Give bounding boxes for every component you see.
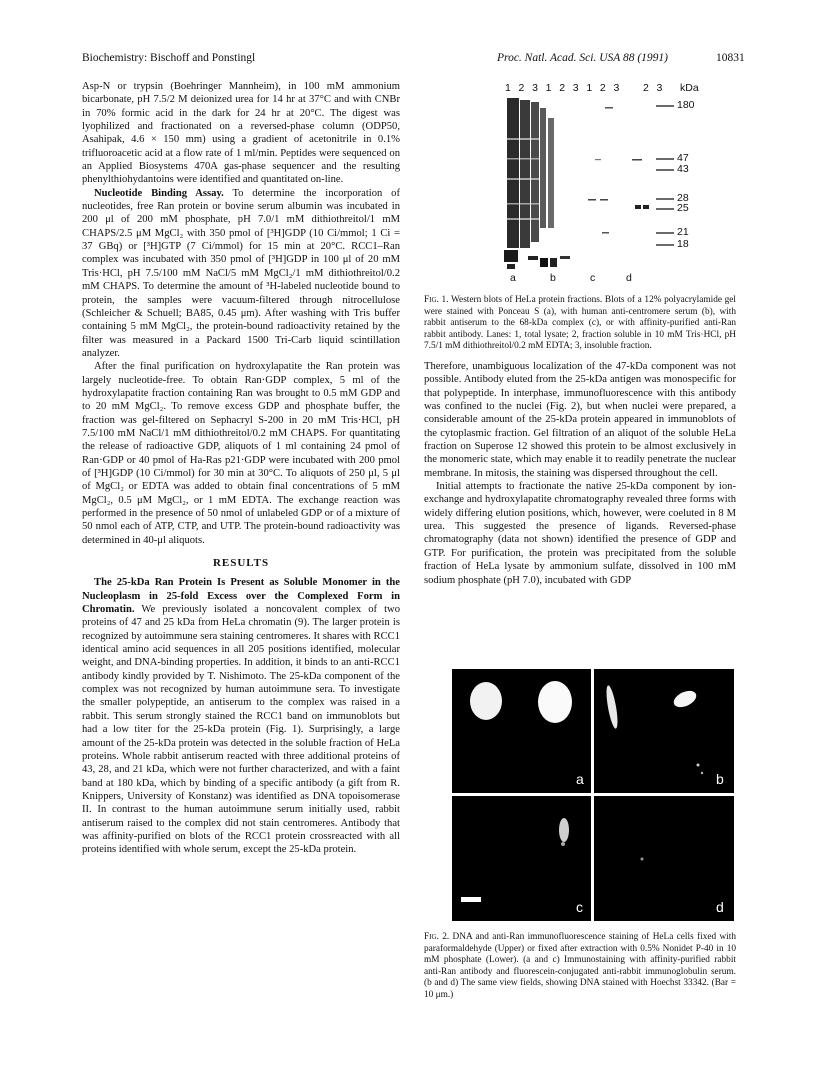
left-column — [82, 80, 400, 857]
results-text: We previously isolated a noncovalent complex of two proteins of 47 and 25 kDa from HeLa chromatin (9). The larger protein is recognized by autoimmune sera staining centromeres. It shares with RCC1 identical amino acid sequences in all 205 positions identified, molecular weight, and DNA-binding properties. In addition, it binds to an anti-RCC1 antibody kindly provided by T. Nishimoto. The 25-kDa component of the complex was not recognized by human autoimmune sera. To investigate the smaller polypeptide, an antiserum to the complex was raised in a rabbit. This serum strongly stained the RCC1 band on immunoblots but had a low titer for the 25-kDa protein (Fig. 1). Surprisingly, a large amount of the 25-kDa protein was detected in the soluble fraction of HeLa proteins. Whole rabbit antiserum reacted with three additional proteins of 43, 28, and 21 kDa, which were not further characterized, and with a faint band at 180 kDa, which by binding of a specific antibody (a gift from R. Knippers, University of Konstanz) was identified as DNA topoisomerase II. In contrast to the human autoimmune serum initially used, rabbit antiserum raised to the complex did not stain centromeres. Antibody that was affinity-purified on blots of the RCC1 protein crossreacted with all proteins identified with whole serum, except the 25-kDa protein. — [82, 604, 400, 856]
nucleotide-assay-paragraph — [82, 187, 400, 360]
results-subheading: The 25-kDa Ran Protein Is Present as Soluble Monomer in the Nucleoplasm in 25-fold Excess over the Complexed Form in Chromatin. — [82, 577, 400, 616]
panel-label-a: a — [510, 272, 516, 284]
marker-label-25: 25 — [677, 202, 689, 214]
fig2-panel-label-d: d — [716, 899, 724, 915]
figure-1-caption — [424, 295, 736, 353]
fig2-panel-label-b: b — [716, 771, 724, 787]
lane-header: 1 2 3 1 2 3 1 2 3 2 3 — [505, 82, 665, 94]
panel-label-c: c — [590, 272, 596, 284]
panel-label-b: b — [550, 272, 556, 284]
right-column — [424, 360, 736, 587]
results-heading: RESULTS — [212, 557, 270, 570]
marker-label-180: 180 — [677, 99, 695, 111]
fig2-panel-label-a: a — [576, 771, 584, 787]
methods-paragraph: Asp-N or trypsin (Boehringer Mannheim), in 100 mM ammonium bicarbonate, pH 7.5/2 M deionized urea for 14 hr at 37°C and with CNBr in 70% formic acid in the dark for 24 hr at 20°C. The digest was lyophilized and fractionated on a reversed-phase column (ODP50, Asahipak, 4.6 × 150 mm) using a gradient of acetonitrile in 0.1% trifluoroacetic acid at a flow rate of 1 ml/min. Peptides were sequenced on an Applied Biosystems 470A gas-phase sequencer and the resulting phenylthiohydantoins were identified and quantitated on-line. — [82, 81, 400, 186]
marker-label-47: 47 — [677, 152, 689, 164]
panel-label-d: d — [626, 272, 632, 284]
nucleotide-assay-text: To determine the incorporation of nucleotides, free Ran protein or bovine serum albumin was incubated in 200 μl of 200 mM phosphate, pH 7.0/1 mM dithiothreitol/1 mM CHAPS/2.5 μM MgCl₂ with 350 pmol of [³H]GDP (10 Ci/mmol; 1 Ci = 37 GBq) or [³H]GTP (7 Ci/mmol) for 15 min at 20°C. RCC1–Ran complex was incubated with 350 pmol of [³H]GDP in 100 μl of 20 mM Tris·HCl, pH 7.5/100 mM NaCl/5 mM MgCl₂/1 mM dithiothreitol/0.2 mM CHAPS. To determine the amount of ³H-labeled nucleotide bound to protein, the samples were vacuum-filtered through nitrocellulose (Schleicher & Schuell; BA85, 0.45 μm). After washing with Tris buffer containing 5 mM MgCl₂, the protein-bound radioactivity retained by the filter was measured in a Packard 1500 Tri-Carb liquid scintillation analyzer. — [82, 187, 400, 359]
results-paragraph — [82, 576, 400, 856]
immunofluorescence-image — [452, 669, 734, 921]
figure-2 — [452, 669, 734, 921]
marker-label-43: 43 — [677, 163, 689, 175]
figure-2-caption-text: DNA and anti-Ran immunofluorescence staining of HeLa cells fixed with paraformaldehyde (Upper) or fixed after extraction with 0.5% Nonidet P-40 in 10 mM phosphate (Lower). (a and c) Immunostaining with affinity-purified rabbit anti-Ran antibody and fluorescein-conjugated anti-rabbit immunoglobulin serum. (b and d) The same view fields, showing DNA stained with Hoechst 33342. (Bar = 10 μm.) — [424, 932, 736, 1000]
figure-1 — [430, 78, 730, 293]
localization-paragraph: Therefore, unambiguous localization of the 47-kDa component was not possible. Antibody eluted from the 25-kDa antigen was monospecific for that polypeptide. In interphase, immunofluorescence with this antibody was confined to the nuclei (Fig. 2), but when nuclei were prepared, a considerable amount of the 25-kDa protein appeared in immunoblots of the cytoplasmic fraction. Gel filtration of an aliquot of the soluble HeLa fraction on Superose 12 showed this protein to be almost exclusively in the monomeric state, which may enable it to readily penetrate the nuclear membrane. In mitosis, the staining was dispersed throughout the cell. — [424, 361, 736, 479]
page-number: 10831 — [716, 52, 745, 64]
marker-label-18: 18 — [677, 238, 689, 250]
marker-label-21: 21 — [677, 226, 689, 238]
figure-2-caption-label: Fig. 2. — [424, 932, 450, 942]
kda-label: kDa — [680, 82, 699, 94]
fig2-panel-label-c: c — [576, 899, 583, 915]
marker-label-28: 28 — [677, 192, 689, 204]
fractionation-paragraph: Initial attempts to fractionate the native 25-kDa component by ion-exchange and hydroxylapatite chromatography revealed three forms with widely differing elution positions, which, however, were coeluted in 8 M urea. This suggested the presence of ligands. Reversed-phase chromatography (data not shown) identified the presence of GDP and GTP. For purification, the protein was precipitated from the soluble fraction of HeLa lysate by ammonium sulfate, dissolved in 100 mM sodium phosphate (pH 7.0), incubated with GDP — [424, 481, 736, 586]
ran-gdp-paragraph: After the final purification on hydroxylapatite the Ran protein was largely nucleotide-free. To obtain Ran·GDP complex, 5 ml of the hydroxylapatite fraction containing Ran was brought to 0.5 mM GDP and to 20 mM MgCl₂. To remove excess GDP and phosphate buffer, the fraction was gel-filtered on Sephacryl S-200 in 20 mM Tris·HCl, pH 7.5/100 mM NaCl/1 mM dithiothreitol/0.2 mM CHAPS. For quantitating the release of radioactive GDP, aliquots of 1 ml containing 24 pmol of Ran·GDP or 40 pmol of Ha-Ras p21·GDP were incubated with 200 pmol of [³H]GDP (10 Ci/mmol) for 30 min at 30°C. To aliquots of 250 μl, 5 μl of MgCl₂ or EDTA was added to obtain final concentrations of 5 mM MgCl₂, 0.5 μM MgCl₂, or 1 mM EDTA. The exchange reaction was performed in the presence of 50 nmol of unlabeled GDP or of a mixture of 50 nmol each of ATP, CTP, and UTP. The protein-bound radioactivity was determined in 40-μl aliquots. — [82, 361, 400, 546]
figure-2-caption — [424, 932, 736, 1001]
running-head-authors: Biochemistry: Bischoff and Ponstingl — [82, 52, 256, 64]
figure-1-caption-text: Western blots of HeLa protein fractions. Blots of a 12% polyacrylamide gel were stained with Ponceau S (a), with human anti-centromere serum (b), with rabbit antiserum to the 68-kDa complex (c), or with affinity-purified anti-Ran rabbit antibody. Lanes: 1, total lysate; 2, fraction soluble in 10 mM Tris·HCl, pH 7.5/1 mM dithiothreitol/0.2 mM EDTA; 3, insoluble fraction. — [424, 295, 736, 351]
nucleotide-assay-heading: Nucleotide Binding Assay. — [94, 187, 224, 199]
figure-1-caption-label: Fig. 1. — [424, 295, 449, 305]
running-head-journal: Proc. Natl. Acad. Sci. USA 88 (1991) — [497, 52, 668, 64]
